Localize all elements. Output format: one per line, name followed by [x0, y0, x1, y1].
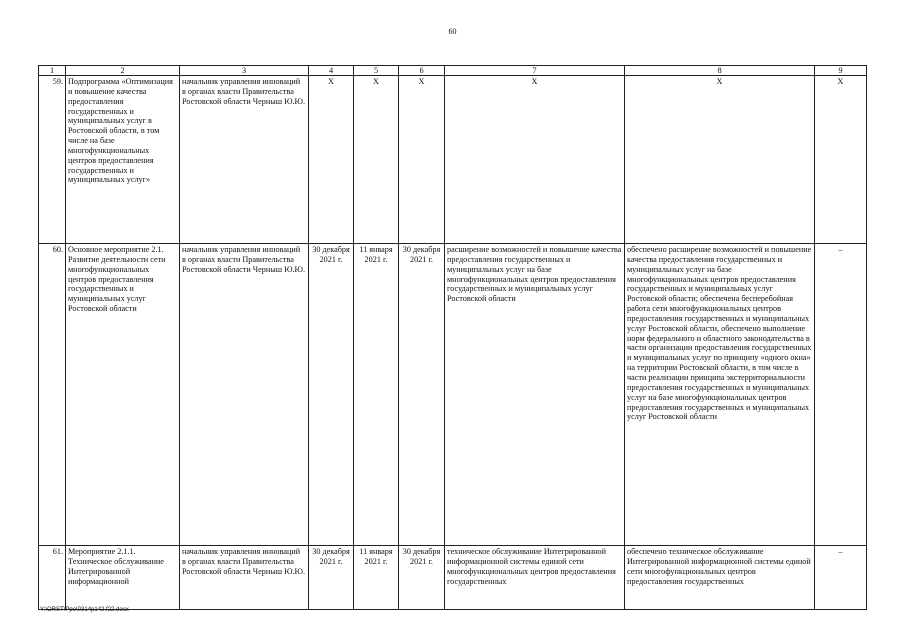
row-note: – — [815, 244, 867, 546]
col-header-8: 8 — [625, 66, 815, 76]
row-executor: начальник управления инноваций в органах власти Правительства Ростовской области Черныш Ю.Ю. — [180, 546, 309, 610]
row-start: 30 декабря 2021 г. — [309, 546, 354, 610]
col-header-3: 3 — [180, 66, 309, 76]
col-header-6: 6 — [399, 66, 445, 76]
row-result: техническое обслуживание Интегрированной информационной системы единой сети многофункциональных центров предоставления государственных — [445, 546, 625, 610]
col-header-4: 4 — [309, 66, 354, 76]
row-note: Х — [815, 76, 867, 244]
events-table — [38, 65, 867, 610]
row-number: 61. — [39, 546, 66, 610]
page-number: 60 — [448, 27, 457, 36]
col-header-1: 1 — [39, 66, 66, 76]
row-date: Х — [399, 76, 445, 244]
row-executor: начальник управления инноваций в органах власти Правительства Ростовской области Черныш Ю.Ю. — [180, 244, 309, 546]
table-row — [39, 244, 867, 546]
row-end: Х — [354, 76, 399, 244]
row-number: 59. — [39, 76, 66, 244]
row-title: Основное мероприятие 2.1. Развитие деятельности сети многофункциональных центров предоставления государственных и муниципальных услуг Ростовской области — [66, 244, 180, 546]
row-title: Мероприятие 2.1.1. Техническое обслуживание Интегрированной информационной — [66, 546, 180, 610]
row-executor: начальник управления инноваций в органах власти Правительства Ростовской области Черныш Ю.Ю. — [180, 76, 309, 244]
row-indicator: Х — [625, 76, 815, 244]
table-row — [39, 546, 867, 610]
file-path-footer: Y:\ORST\Ppo\0314p142.f22.docx — [40, 607, 129, 613]
col-header-2: 2 — [66, 66, 180, 76]
row-number: 60. — [39, 244, 66, 546]
col-header-9: 9 — [815, 66, 867, 76]
row-result: расширение возможностей и повышение качества предоставления государственных и муниципальных услуг на базе многофункциональных центров предоставления государственных и муниципальных услуг Ростовской области — [445, 244, 625, 546]
row-date: 30 декабря 2021 г. — [399, 244, 445, 546]
col-header-7: 7 — [445, 66, 625, 76]
row-indicator: обеспечено расширение возможностей и повышение качества предоставления государственных и муниципальных услуг на базе многофункциональных центров предоставления государственных и муниципальных услуг Ростовской области; обеспечена бесперебойная работа сети многофункциональных центров предоставления государственных и муниципальных услуг Ростовской области, обеспечено выполнение норм федерального и областного законодательства в части организации предоставления государственных и муниципальных услуг по принципу «одного окна» на территории Ростовской области, в том числе в части реализации принципа экстерриториальности предоставления государственных и муниципальных услуг на базе многофункциональных центров предоставления государственных и муниципальных услуг Ростовской области — [625, 244, 815, 546]
row-indicator: обеспечено техническое обслуживание Интегрированной информационной системы единой сети многофункциональных центров предоставления государственных — [625, 546, 815, 610]
row-start: Х — [309, 76, 354, 244]
row-start: 30 декабря 2021 г. — [309, 244, 354, 546]
row-end: 11 января 2021 г. — [354, 244, 399, 546]
row-end: 11 января 2021 г. — [354, 546, 399, 610]
header-row — [39, 66, 867, 76]
table-row — [39, 76, 867, 244]
row-result: Х — [445, 76, 625, 244]
row-date: 30 декабря 2021 г. — [399, 546, 445, 610]
col-header-5: 5 — [354, 66, 399, 76]
row-title: Подпрограмма «Оптимизация и повышение качества предоставления государственных и муниципальных услуг в Ростовской области, в том числе на базе многофункциональных центров предоставления государственных и муниципальных услуг» — [66, 76, 180, 244]
row-note: – — [815, 546, 867, 610]
